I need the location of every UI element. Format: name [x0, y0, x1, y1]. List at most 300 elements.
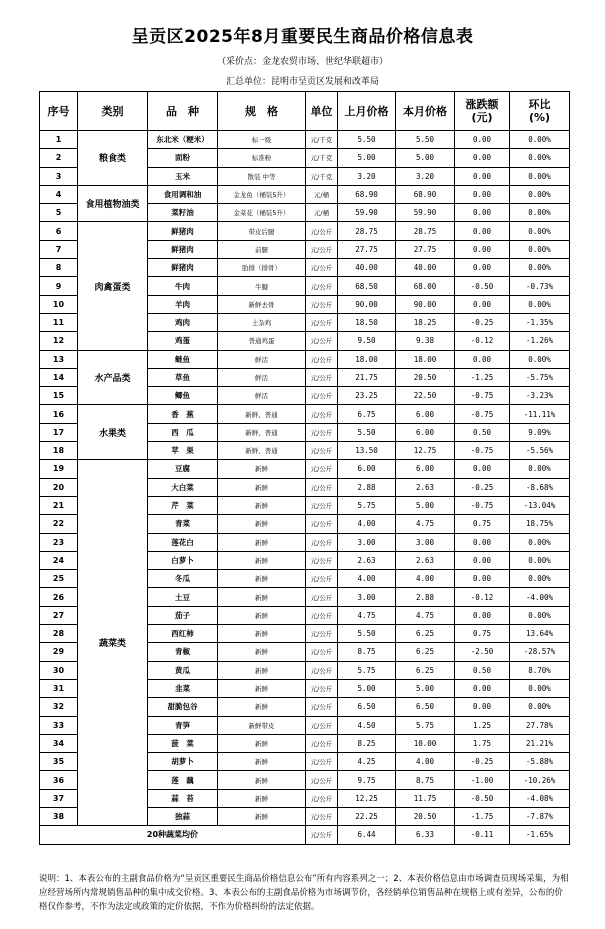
header-ratio-line1: 环比	[528, 98, 551, 111]
row-unit: 元/公斤	[306, 807, 338, 825]
row-ratio: 9.09%	[510, 423, 570, 441]
row-spec: 新鲜	[218, 570, 306, 588]
row-this-price: 4.75	[396, 606, 455, 624]
row-variety: 韭菜	[148, 679, 218, 697]
row-seq: 21	[40, 496, 78, 514]
row-spec: 土杂鸡	[218, 313, 306, 331]
row-unit: 元/公斤	[306, 643, 338, 661]
row-last-price: 5.50	[338, 131, 396, 149]
row-seq: 4	[40, 185, 78, 203]
row-ratio: 8.70%	[510, 661, 570, 679]
row-ratio: 0.00%	[510, 240, 570, 258]
row-unit: 元/公斤	[306, 478, 338, 496]
row-unit: 元/公斤	[306, 313, 338, 331]
row-last-price: 3.20	[338, 167, 396, 185]
row-variety: 胡萝卜	[148, 753, 218, 771]
header-ratio	[510, 92, 570, 131]
row-change: 0.00	[455, 679, 510, 697]
row-spec: 新鲜	[218, 460, 306, 478]
compiling-unit: 汇总单位：昆明市呈贡区发展和改革局	[225, 77, 379, 87]
row-ratio: 0.00%	[510, 460, 570, 478]
row-this-price: 22.50	[396, 387, 455, 405]
row-ratio: 0.00%	[510, 698, 570, 716]
row-unit: 元/公斤	[306, 661, 338, 679]
row-change: 0.00	[455, 350, 510, 368]
row-last-price: 4.00	[338, 570, 396, 588]
row-unit: 元/公斤	[306, 460, 338, 478]
row-change: 0.00	[455, 131, 510, 149]
row-ratio: 27.78%	[510, 716, 570, 734]
row-ratio: -10.26%	[510, 771, 570, 789]
row-ratio: -13.04%	[510, 496, 570, 514]
row-change: 0.50	[455, 423, 510, 441]
row-spec: 新鲜	[218, 807, 306, 825]
row-change: -1.00	[455, 771, 510, 789]
row-this-price: 40.00	[396, 259, 455, 277]
row-ratio: 0.00%	[510, 185, 570, 203]
row-spec: 新鲜	[218, 789, 306, 807]
row-this-price: 4.00	[396, 753, 455, 771]
row-unit: 元/公斤	[306, 259, 338, 277]
row-spec: 新鲜	[218, 551, 306, 569]
row-variety: 羊肉	[148, 295, 218, 313]
average-change: -0.11	[455, 826, 510, 844]
row-seq: 24	[40, 551, 78, 569]
row-unit: 元/公斤	[306, 423, 338, 441]
row-last-price: 6.50	[338, 698, 396, 716]
row-variety: 黄瓜	[148, 661, 218, 679]
header-this-price: 本月价格	[396, 92, 455, 131]
document-title: 呈贡区2025年8月重要民生商品价格信息表	[131, 27, 474, 47]
row-ratio: 0.00%	[510, 204, 570, 222]
row-this-price: 2.63	[396, 478, 455, 496]
row-this-price: 9.38	[396, 332, 455, 350]
row-last-price: 27.75	[338, 240, 396, 258]
row-spec: 新鲜	[218, 588, 306, 606]
row-last-price: 68.90	[338, 185, 396, 203]
row-last-price: 40.00	[338, 259, 396, 277]
row-seq: 9	[40, 277, 78, 295]
row-last-price: 5.50	[338, 625, 396, 643]
header-variety: 品 种	[148, 92, 218, 131]
row-last-price: 23.25	[338, 387, 396, 405]
row-spec: 新鲜、普通	[218, 442, 306, 460]
row-spec: 新鲜带皮	[218, 716, 306, 734]
row-seq: 13	[40, 350, 78, 368]
row-seq: 5	[40, 204, 78, 222]
row-last-price: 3.00	[338, 588, 396, 606]
row-variety: 食用调和油	[148, 185, 218, 203]
row-category: 水果类	[78, 405, 148, 460]
row-this-price: 68.90	[396, 185, 455, 203]
row-last-price: 5.75	[338, 661, 396, 679]
row-unit: 元/公斤	[306, 533, 338, 551]
row-last-price: 59.90	[338, 204, 396, 222]
header-change-line1: 涨跌额	[465, 98, 499, 111]
row-ratio: -1.35%	[510, 313, 570, 331]
row-this-price: 90.00	[396, 295, 455, 313]
row-spec: 新鲜	[218, 698, 306, 716]
row-spec: 新鲜	[218, 606, 306, 624]
table-body	[40, 131, 570, 845]
row-seq: 3	[40, 167, 78, 185]
row-this-price: 11.75	[396, 789, 455, 807]
row-last-price: 4.50	[338, 716, 396, 734]
row-unit: 元/公斤	[306, 496, 338, 514]
row-this-price: 18.00	[396, 350, 455, 368]
row-this-price: 4.00	[396, 570, 455, 588]
header-category: 类别	[78, 92, 148, 131]
row-spec: 散装 中等	[218, 167, 306, 185]
row-this-price: 12.75	[396, 442, 455, 460]
row-change: 0.00	[455, 533, 510, 551]
row-category: 蔬菜类	[78, 460, 148, 826]
row-variety: 青菜	[148, 515, 218, 533]
row-spec: 金龙鱼（桶装5升）	[218, 185, 306, 203]
row-last-price: 18.00	[338, 350, 396, 368]
row-unit: 元/公斤	[306, 606, 338, 624]
row-ratio: -5.56%	[510, 442, 570, 460]
row-this-price: 59.90	[396, 204, 455, 222]
row-seq: 23	[40, 533, 78, 551]
row-last-price: 21.75	[338, 368, 396, 386]
row-unit: 元/公斤	[306, 222, 338, 240]
row-this-price: 10.00	[396, 734, 455, 752]
row-change: 0.00	[455, 606, 510, 624]
row-category: 粮食类	[78, 131, 148, 186]
table-header-row	[40, 92, 570, 131]
average-row	[40, 826, 570, 844]
row-spec: 新鲜	[218, 496, 306, 514]
row-this-price: 5.00	[396, 149, 455, 167]
row-spec: 新鲜	[218, 679, 306, 697]
row-this-price: 6.25	[396, 625, 455, 643]
row-seq: 26	[40, 588, 78, 606]
row-variety: 鸡肉	[148, 313, 218, 331]
row-ratio: -0.73%	[510, 277, 570, 295]
row-last-price: 3.00	[338, 533, 396, 551]
row-ratio: 0.00%	[510, 551, 570, 569]
header-spec: 规 格	[218, 92, 306, 131]
row-seq: 7	[40, 240, 78, 258]
row-this-price: 6.00	[396, 423, 455, 441]
row-last-price: 4.75	[338, 606, 396, 624]
row-last-price: 2.88	[338, 478, 396, 496]
row-change: 0.50	[455, 661, 510, 679]
row-spec: 新鲜	[218, 515, 306, 533]
row-last-price: 13.50	[338, 442, 396, 460]
row-change: 0.00	[455, 149, 510, 167]
row-change: 0.00	[455, 460, 510, 478]
row-ratio: -4.08%	[510, 789, 570, 807]
row-ratio: 0.00%	[510, 533, 570, 551]
row-unit: 元/公斤	[306, 405, 338, 423]
row-last-price: 4.25	[338, 753, 396, 771]
row-change: 0.00	[455, 240, 510, 258]
row-variety: 西 瓜	[148, 423, 218, 441]
row-change: 0.00	[455, 259, 510, 277]
row-ratio: 0.00%	[510, 606, 570, 624]
row-seq: 1	[40, 131, 78, 149]
row-this-price: 68.00	[396, 277, 455, 295]
row-spec: 鲜活	[218, 350, 306, 368]
row-change: -0.25	[455, 753, 510, 771]
row-seq: 18	[40, 442, 78, 460]
header-seq: 序号	[40, 92, 78, 131]
row-seq: 22	[40, 515, 78, 533]
row-seq: 37	[40, 789, 78, 807]
row-ratio: -1.26%	[510, 332, 570, 350]
row-seq: 36	[40, 771, 78, 789]
row-change: 0.00	[455, 167, 510, 185]
row-change: -0.75	[455, 387, 510, 405]
row-ratio: 0.00%	[510, 222, 570, 240]
row-change: 0.00	[455, 295, 510, 313]
row-seq: 33	[40, 716, 78, 734]
row-this-price: 6.50	[396, 698, 455, 716]
header-change-line2: (元)	[471, 111, 493, 124]
row-ratio: 18.75%	[510, 515, 570, 533]
table-row	[40, 131, 570, 149]
row-change: 0.00	[455, 570, 510, 588]
row-ratio: -28.57%	[510, 643, 570, 661]
row-variety: 青笋	[148, 716, 218, 734]
row-this-price: 2.88	[396, 588, 455, 606]
row-spec: 新鲜、普通	[218, 405, 306, 423]
row-change: 1.25	[455, 716, 510, 734]
row-variety: 大白菜	[148, 478, 218, 496]
row-spec: 前腿	[218, 240, 306, 258]
row-ratio: -3.23%	[510, 387, 570, 405]
row-seq: 14	[40, 368, 78, 386]
row-seq: 20	[40, 478, 78, 496]
row-ratio: -5.88%	[510, 753, 570, 771]
average-label: 20种蔬菜均价	[40, 826, 306, 844]
row-variety: 鲫鱼	[148, 387, 218, 405]
row-ratio: -8.68%	[510, 478, 570, 496]
row-variety: 土豆	[148, 588, 218, 606]
document-subtitle: （采价点：金龙农贸市场、世纪华联超市）	[216, 57, 388, 67]
row-unit: 元/公斤	[306, 368, 338, 386]
row-unit: 元/公斤	[306, 625, 338, 643]
row-last-price: 28.75	[338, 222, 396, 240]
row-variety: 独蒜	[148, 807, 218, 825]
row-unit: 元/公斤	[306, 698, 338, 716]
row-spec: 鲜活	[218, 387, 306, 405]
row-spec: 新鲜	[218, 533, 306, 551]
row-ratio: 13.64%	[510, 625, 570, 643]
row-this-price: 6.25	[396, 661, 455, 679]
row-unit: 元/公斤	[306, 551, 338, 569]
row-this-price: 8.75	[396, 771, 455, 789]
row-variety: 鸡蛋	[148, 332, 218, 350]
row-variety: 莲 藕	[148, 771, 218, 789]
row-ratio: 0.00%	[510, 149, 570, 167]
row-seq: 10	[40, 295, 78, 313]
row-unit: 元/公斤	[306, 332, 338, 350]
row-seq: 6	[40, 222, 78, 240]
row-last-price: 2.63	[338, 551, 396, 569]
header-ratio-line2: (%)	[528, 111, 551, 124]
row-change: -1.75	[455, 807, 510, 825]
row-variety: 牛肉	[148, 277, 218, 295]
row-change: -1.25	[455, 368, 510, 386]
row-ratio: 0.00%	[510, 167, 570, 185]
row-spec: 普通鸡蛋	[218, 332, 306, 350]
row-variety: 鲜猪肉	[148, 222, 218, 240]
row-change: -0.12	[455, 332, 510, 350]
row-last-price: 18.50	[338, 313, 396, 331]
row-seq: 19	[40, 460, 78, 478]
row-last-price: 68.50	[338, 277, 396, 295]
row-this-price: 5.50	[396, 131, 455, 149]
row-unit: 元/桶	[306, 204, 338, 222]
row-unit: 元/公斤	[306, 277, 338, 295]
row-spec: 牛腱	[218, 277, 306, 295]
row-seq: 29	[40, 643, 78, 661]
row-unit: 元/千克	[306, 131, 338, 149]
row-spec: 标一级	[218, 131, 306, 149]
row-spec: 新鲜	[218, 753, 306, 771]
row-change: 0.00	[455, 551, 510, 569]
row-variety: 面粉	[148, 149, 218, 167]
row-this-price: 28.75	[396, 222, 455, 240]
row-spec: 带皮后腿	[218, 222, 306, 240]
row-variety: 青椒	[148, 643, 218, 661]
row-variety: 玉米	[148, 167, 218, 185]
row-change: 1.75	[455, 734, 510, 752]
row-variety: 鲜猪肉	[148, 240, 218, 258]
row-unit: 元/公斤	[306, 350, 338, 368]
row-last-price: 4.00	[338, 515, 396, 533]
row-change: -0.75	[455, 496, 510, 514]
row-unit: 元/千克	[306, 149, 338, 167]
row-last-price: 5.75	[338, 496, 396, 514]
row-change: -0.50	[455, 277, 510, 295]
header-change	[455, 92, 510, 131]
average-ratio: -1.65%	[510, 826, 570, 844]
row-this-price: 5.75	[396, 716, 455, 734]
average-unit: 元/公斤	[306, 826, 338, 844]
row-seq: 15	[40, 387, 78, 405]
row-change: 0.00	[455, 204, 510, 222]
row-variety: 鲜猪肉	[148, 259, 218, 277]
row-unit: 元/公斤	[306, 771, 338, 789]
row-this-price: 5.00	[396, 679, 455, 697]
row-unit: 元/公斤	[306, 240, 338, 258]
table-row	[40, 405, 570, 423]
row-spec: 新鲜	[218, 771, 306, 789]
row-unit: 元/公斤	[306, 387, 338, 405]
row-ratio: 0.00%	[510, 295, 570, 313]
row-change: 0.75	[455, 515, 510, 533]
row-seq: 8	[40, 259, 78, 277]
row-spec: 新鲜去骨	[218, 295, 306, 313]
row-this-price: 6.00	[396, 405, 455, 423]
row-seq: 25	[40, 570, 78, 588]
row-change: -0.75	[455, 405, 510, 423]
row-ratio: 0.00%	[510, 679, 570, 697]
row-spec: 金菜花（桶装5升）	[218, 204, 306, 222]
row-last-price: 5.00	[338, 679, 396, 697]
table-row	[40, 460, 570, 478]
row-seq: 2	[40, 149, 78, 167]
row-change: -2.50	[455, 643, 510, 661]
average-this-price: 6.33	[396, 826, 455, 844]
row-change: -0.25	[455, 313, 510, 331]
row-variety: 蒜 苔	[148, 789, 218, 807]
row-last-price: 8.25	[338, 734, 396, 752]
average-last-price: 6.44	[338, 826, 396, 844]
row-unit: 元/公斤	[306, 515, 338, 533]
table-row	[40, 350, 570, 368]
row-unit: 元/公斤	[306, 679, 338, 697]
row-variety: 菠 菜	[148, 734, 218, 752]
row-unit: 元/千克	[306, 167, 338, 185]
row-this-price: 18.25	[396, 313, 455, 331]
row-last-price: 12.25	[338, 789, 396, 807]
row-variety: 莲花白	[148, 533, 218, 551]
row-this-price: 2.63	[396, 551, 455, 569]
row-spec: 新鲜	[218, 625, 306, 643]
row-variety: 甜脆包谷	[148, 698, 218, 716]
row-seq: 16	[40, 405, 78, 423]
row-ratio: -4.00%	[510, 588, 570, 606]
row-change: 0.00	[455, 185, 510, 203]
row-unit: 元/公斤	[306, 716, 338, 734]
row-last-price: 8.75	[338, 643, 396, 661]
row-ratio: -7.87%	[510, 807, 570, 825]
row-unit: 元/桶	[306, 185, 338, 203]
table-row	[40, 185, 570, 203]
row-change: 0.00	[455, 222, 510, 240]
row-ratio: -11.11%	[510, 405, 570, 423]
row-change: -0.25	[455, 478, 510, 496]
row-spec: 鲜活	[218, 368, 306, 386]
row-variety: 苹 果	[148, 442, 218, 460]
row-spec: 肋排（排骨）	[218, 259, 306, 277]
row-seq: 12	[40, 332, 78, 350]
row-last-price: 6.75	[338, 405, 396, 423]
header-last-price: 上月价格	[338, 92, 396, 131]
row-unit: 元/公斤	[306, 588, 338, 606]
row-last-price: 5.00	[338, 149, 396, 167]
row-variety: 白萝卜	[148, 551, 218, 569]
row-last-price: 9.75	[338, 771, 396, 789]
row-seq: 28	[40, 625, 78, 643]
row-seq: 27	[40, 606, 78, 624]
row-this-price: 5.00	[396, 496, 455, 514]
row-seq: 38	[40, 807, 78, 825]
row-last-price: 9.50	[338, 332, 396, 350]
row-change: -0.12	[455, 588, 510, 606]
row-this-price: 6.00	[396, 460, 455, 478]
row-change: 0.00	[455, 698, 510, 716]
row-change: -0.50	[455, 789, 510, 807]
row-seq: 35	[40, 753, 78, 771]
row-spec: 新鲜	[218, 478, 306, 496]
row-category: 水产品类	[78, 350, 148, 405]
row-last-price: 5.50	[338, 423, 396, 441]
row-unit: 元/公斤	[306, 753, 338, 771]
row-this-price: 20.50	[396, 368, 455, 386]
row-last-price: 22.25	[338, 807, 396, 825]
row-variety: 冬瓜	[148, 570, 218, 588]
row-this-price: 6.25	[396, 643, 455, 661]
row-variety: 鲢鱼	[148, 350, 218, 368]
row-last-price: 6.00	[338, 460, 396, 478]
header-unit: 单位	[306, 92, 338, 131]
